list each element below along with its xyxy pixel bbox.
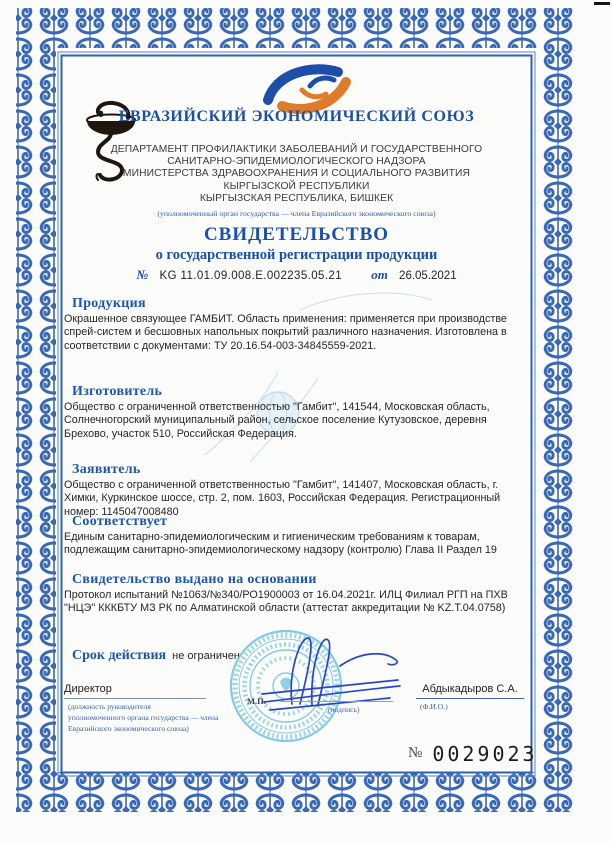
union-name: ЕВРАЗИЙСКИЙ ЭКОНОМИЧЕСКИЙ СОЮЗ <box>118 108 475 125</box>
position-note-line: Евразийского экономического союза) <box>68 724 189 733</box>
section-text: Окрашенное связующее ГАМБИТ. Область применения: применяется при производстве спрей-систем и бесшовных напольных покрытий различного назначения. Изготовлена в соответствии с документами: ТУ 20.16.54-003-34845559-2021. <box>64 313 507 352</box>
section-label: Соответствует <box>72 514 168 529</box>
document-subtitle: о государственной регистрации продукции <box>155 247 438 263</box>
position-note-line: (должность руководителя <box>68 702 151 711</box>
section-manufacturer <box>64 384 534 441</box>
section-text: Единым санитарно-эпидемиологическим и гигиеническим требованиям к товарам, подлежащим санитарно-эпидемиологическому надзору (контролю) Глава II Раздел 19 <box>64 531 497 557</box>
serial-number <box>408 742 538 766</box>
scan-artifact <box>594 2 610 5</box>
serial-number-symbol: № <box>408 745 423 761</box>
validity-value: не ограничен <box>172 650 240 662</box>
section-text: Протокол испытаний №1063/№340/РО1900003 от 16.04.2021г. ИЛЦ Филиал РГП на ПХВ "НЦЭ" КККБТУ МЗ РК по Алматинской области (аттестат аккредитации № KZ.Т.04.0758) <box>64 589 508 615</box>
section-label: Заявитель <box>72 462 141 477</box>
authority-line: КЫРГЫЗСКАЯ РЕСПУБЛИКА, БИШКЕК <box>199 192 394 204</box>
validity-line <box>64 646 240 664</box>
signature-caption: (подпись) <box>328 705 360 714</box>
section-applicant <box>64 462 534 519</box>
authority-line: ДЕПАРТАМЕНТ ПРОФИЛАКТИКИ ЗАБОЛЕВАНИЙ И ГОСУДАРСТВЕННОГО <box>110 144 483 155</box>
section-label: Изготовитель <box>72 384 163 399</box>
authority-line: КЫРГЫЗСКОЙ РЕСПУБЛИКИ <box>223 180 370 192</box>
section-basis <box>64 572 534 616</box>
name-caption: (Ф.И.О.) <box>420 702 448 711</box>
signature-line <box>281 701 393 702</box>
validity-label: Срок действия <box>72 648 167 663</box>
registration-date-label: от <box>371 267 388 282</box>
section-label: Продукция <box>72 296 146 311</box>
document-title: СВИДЕТЕЛЬСТВО <box>203 224 390 245</box>
registration-number-label: № <box>136 267 149 282</box>
issuing-authority <box>58 144 535 205</box>
stamp-place-label: М.П. <box>247 696 266 706</box>
authority-line: САНИТАРНО-ЭПИДЕМИОЛОГИЧЕСКОГО НАДЗОРА <box>167 156 426 168</box>
registration-date: 26.05.2021 <box>399 270 457 282</box>
section-text: Общество с ограниченной ответственностью "Гамбит", 141544, Московская область, Солнечногорский муниципальный район, сельское поселение Кутузовское, деревня Брехово, участок 510, Российская Федерация. <box>64 401 490 440</box>
section-complies <box>64 514 534 558</box>
position-title: Директор <box>64 683 206 699</box>
registration-line <box>58 267 535 283</box>
section-product <box>64 296 534 353</box>
position-note-line: уполномоченного органа государства — члена <box>68 713 219 722</box>
section-text: Общество с ограниченной ответственностью "Гамбит", 141407, Московская область, г. Химки, Куркинское шоссе, стр. 2, пом. 1603, Российская Федерация. Регистрационный номер: 1145047008480 <box>64 479 501 518</box>
section-label: Свидетельство выдано на основании <box>72 572 317 587</box>
registration-number: KG 11.01.09.008.E.002235.05.21 <box>159 270 343 282</box>
signatory-name: Абдыкадыров С.А. <box>416 683 524 699</box>
authority-note: (уполномоченный орган государства — члена Евразийского экономического союза) <box>157 209 436 218</box>
eaeu-logo-icon <box>252 56 364 114</box>
serial-number-digits: 0029023 <box>432 742 538 766</box>
authority-line: МИНИСТЕРСТВА ЗДРАВООХРАНЕНИЯ И СОЦИАЛЬНОГО РАЗВИТИЯ <box>122 168 471 180</box>
